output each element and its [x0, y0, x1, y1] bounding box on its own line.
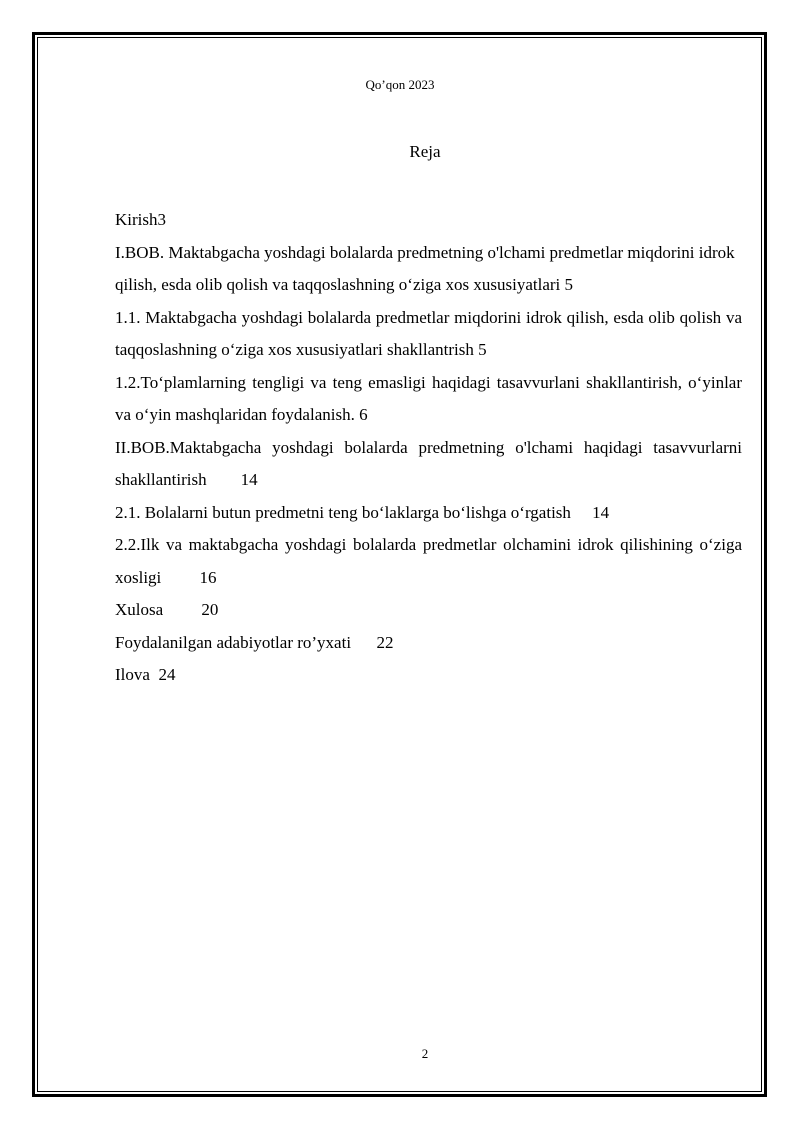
toc-item-text: 2.2.Ilk va maktabgacha yoshdagi bolalarda predmetlar olchamini idrok qilishining o‘ziga xosligi	[115, 535, 742, 587]
toc-item-page: 14	[240, 470, 258, 489]
toc-item-conclusion	[115, 594, 742, 627]
page-number: 2	[421, 1046, 429, 1061]
toc-item-page: 3	[157, 210, 166, 229]
table-of-contents	[115, 204, 742, 692]
toc-item-text: Kirish	[115, 210, 158, 229]
toc-item-page: 20	[201, 600, 219, 619]
city-year-header: Qo’qon 2023	[365, 77, 435, 92]
toc-item-references	[115, 627, 742, 660]
toc-item-section-2-1	[115, 497, 742, 530]
toc-item-page: 22	[376, 632, 394, 652]
toc-item-page: 5	[564, 275, 574, 294]
toc-item-page: 14	[592, 502, 610, 522]
page-title: Reja	[409, 142, 441, 161]
toc-item-text: Xulosa	[115, 600, 164, 619]
toc-item-text: II.BOB.Maktabgacha yoshdagi bolalarda predmetning o'lchami haqidagi tasavvurlarni shakllantirish	[115, 437, 742, 489]
toc-item-page: 16	[199, 567, 217, 587]
toc-item-text: Ilova	[115, 665, 150, 684]
toc-item-appendix	[115, 659, 742, 692]
toc-item-introduction	[115, 204, 742, 237]
toc-item-section-2-2	[115, 529, 742, 594]
toc-item-text: 2.1. Bolalarni butun predmetni teng bo‘laklarga bo‘lishga o‘rgatish	[115, 502, 571, 522]
toc-item-section-1-2	[115, 367, 742, 432]
toc-item-text: 1.1. Maktabgacha yoshdagi bolalarda predmetlar miqdorini idrok qilish, esda olib qolish va taqqoslashning o‘ziga xos xususiyatlari shakllantrish	[115, 307, 742, 359]
toc-item-page: 5	[478, 340, 487, 359]
toc-item-text: I.BOB. Maktabgacha yoshdagi bolalarda predmetning o'lchami predmetlar miqdorini idrok qilish, esda olib qolish va taqqoslashning o‘ziga xos xususiyatlari	[115, 242, 735, 294]
toc-item-section-1-1	[115, 302, 742, 367]
toc-item-page: 24	[158, 665, 176, 684]
toc-item-text: Foydalanilgan adabiyotlar ro’yxati	[115, 632, 352, 652]
toc-item-text: 1.2.To‘plamlarning tengligi va teng emasligi haqidagi tasavvurlani shakllantirish, o‘yinlar va o‘yin mashqlaridan foydalanish.	[115, 372, 742, 424]
toc-item-chapter-2	[115, 432, 742, 497]
toc-item-chapter-1	[115, 237, 742, 302]
toc-item-page: 6	[359, 405, 368, 424]
